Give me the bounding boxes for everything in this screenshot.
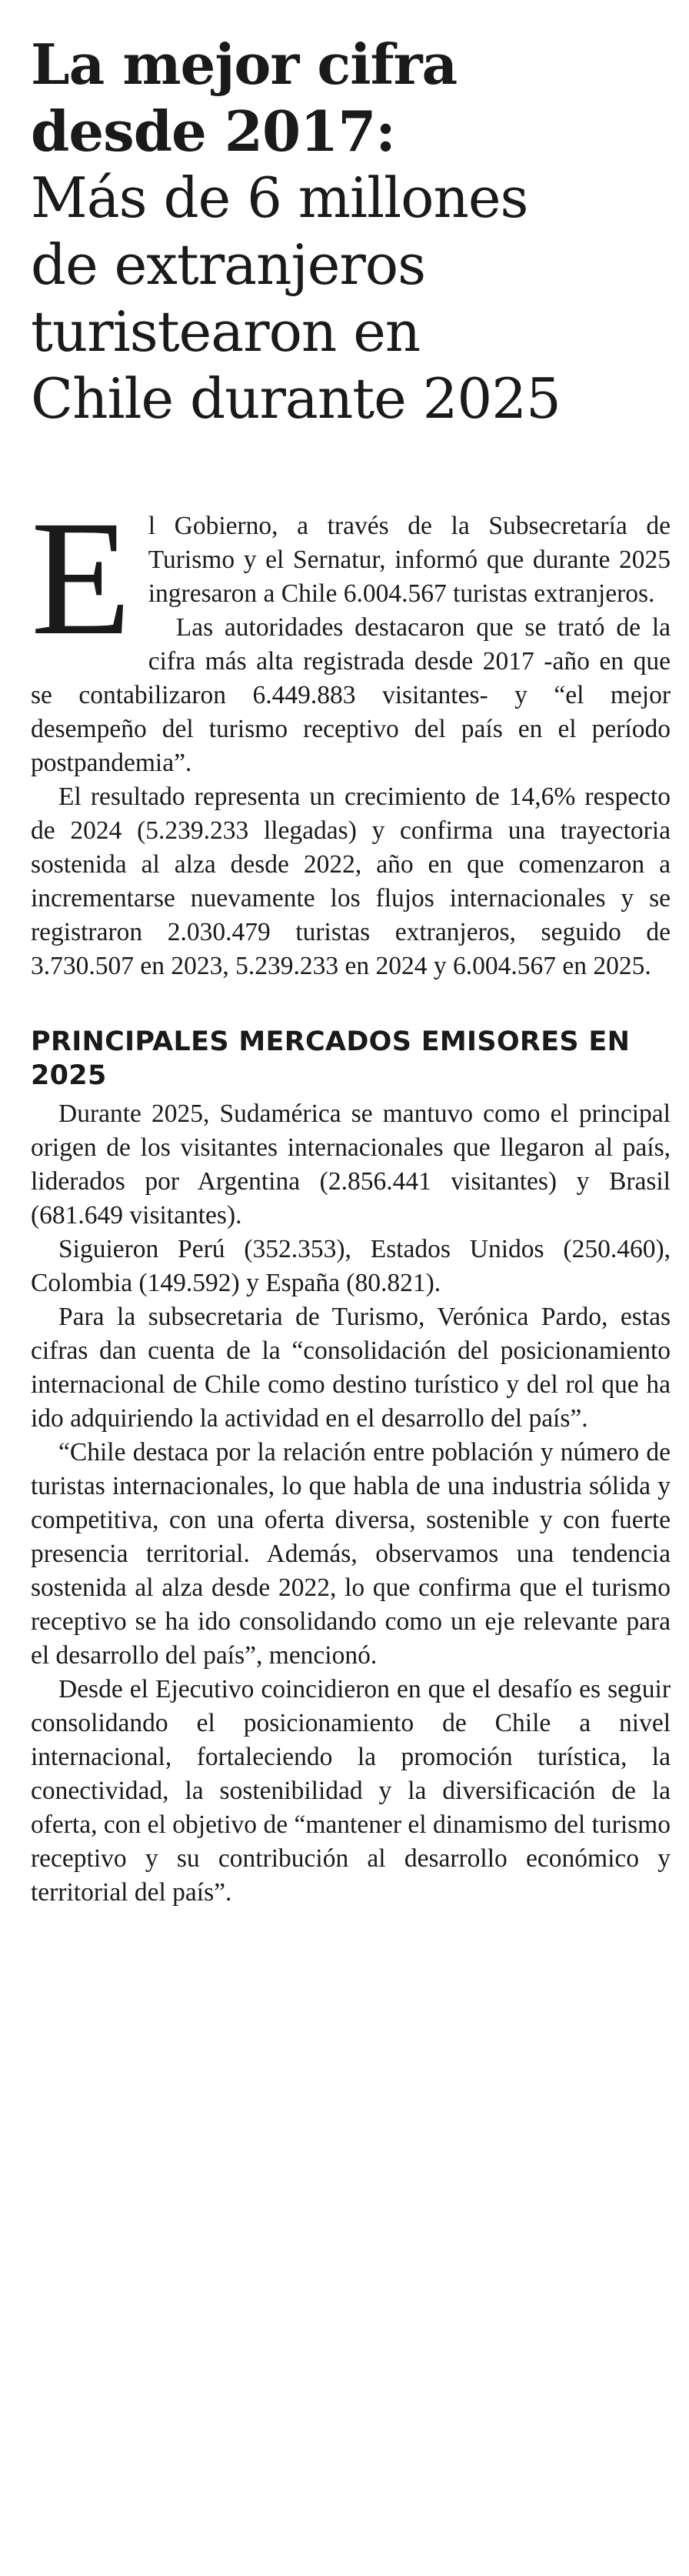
paragraph: Durante 2025, Sudamérica se mantuvo como el principal origen de los visitantes internacionales que llegaron al país, liderados por Argentina (2.856.441 visitantes) y Brasil (681.649 visitantes).	[31, 1099, 671, 1230]
paragraph: Siguieron Perú (352.353), Estados Unidos (250.460), Colombia (149.592) y España (80.821).	[31, 1235, 671, 1297]
section-subheading: PRINCIPALES MERCADOS EMISORES EN 2025	[31, 1026, 631, 1091]
headline	[31, 31, 671, 432]
paragraph: El resultado representa un crecimiento de 14,6% respecto de 2024 (5.239.233 llegadas) y confirma una trayectoria sostenida al alza desde 2022, año en que comenzaron a incrementarse nuevamente los flujos internacionales y se registraron 2.030.479 turistas extranjeros, seguido de 3.730.507 en 2023, 5.239.233 en 2024 y 6.004.567 en 2025.	[31, 782, 671, 980]
paragraph: Las autoridades destacaron que se trató de la cifra más alta registrada desde 2017 -año en que se contabilizaron 6.449.883 visitantes- y “el mejor desempeño del turismo receptivo del país en el período postpandemia”.	[31, 613, 671, 777]
headline-line-1: La mejor cifra	[31, 32, 458, 97]
headline-line-2: desde 2017:	[31, 98, 395, 164]
drop-cap: E	[31, 487, 131, 669]
headline-line-4: de extranjeros	[31, 232, 426, 297]
headline-line-6: Chile durante 2025	[31, 366, 561, 431]
headline-line-3: Más de 6 millones	[31, 165, 528, 230]
paragraph: Para la subsecretaria de Turismo, Verónica Pardo, estas cifras dan cuenta de la “consolidación del posicionamiento internacional de Chile como destino turístico y del rol que ha ido adquiriendo la actividad en el desarrollo del país”.	[31, 1303, 671, 1433]
headline-line-5: turistearon en	[31, 299, 421, 364]
article-body	[31, 487, 671, 1910]
paragraph: Desde el Ejecutivo coincidieron en que el desafío es seguir consolidando el posicionamiento de Chile a nivel internacional, fortaleciendo la promoción turística, la conectividad, la sostenibilidad y la diversificación de la oferta, con el objetivo de “mantener el dinamismo del turismo receptivo y su contribución al desarrollo económico y territorial del país”.	[31, 1675, 671, 1907]
paragraph-intro: l Gobierno, a través de la Subsecretaría de Turismo y el Sernatur, informó que durante 2025 ingresaron a Chile 6.004.567 turistas extranjeros.	[148, 512, 671, 608]
paragraph: “Chile destaca por la relación entre población y número de turistas internacionales, lo que habla de una industria sólida y competitiva, con una oferta diversa, sostenible y con fuerte presencia territorial. Además, observamos una tendencia sostenida al alza desde 2022, lo que confirma que el turismo receptivo se ha ido consolidando como un eje relevante para el desarrollo del país”, mencionó.	[31, 1438, 671, 1670]
article	[31, 31, 671, 1910]
